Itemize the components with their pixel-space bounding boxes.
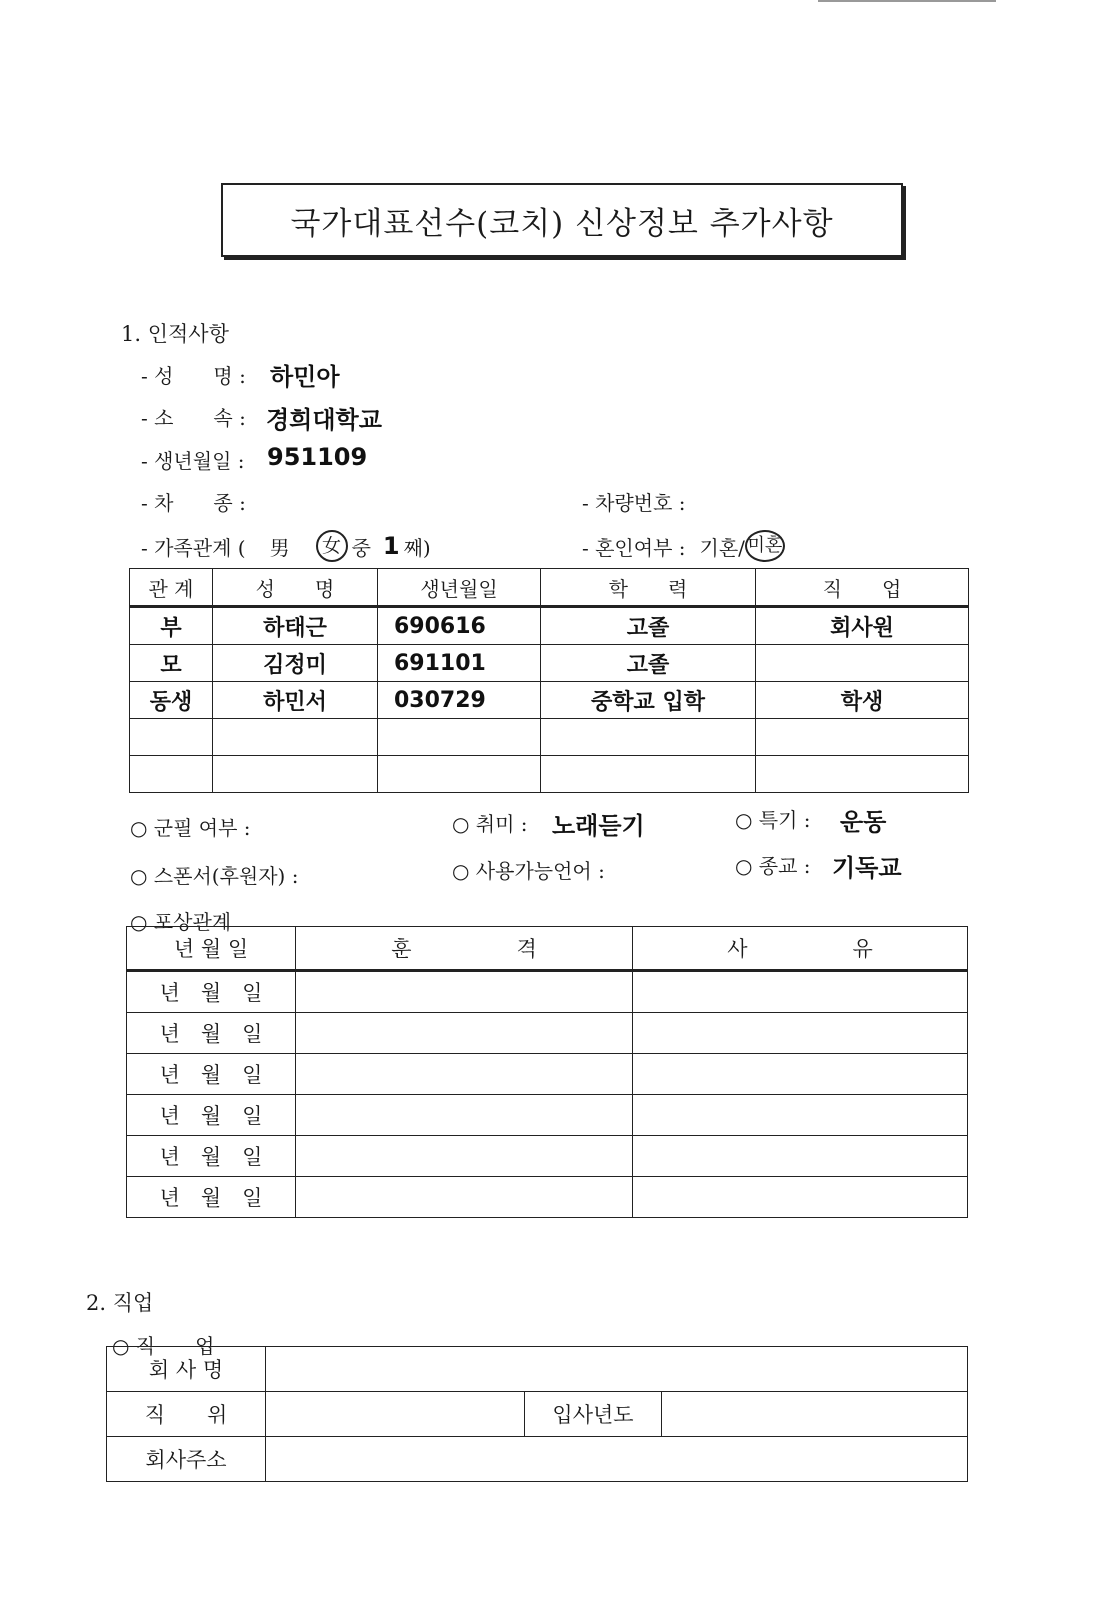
hobby-value[interactable]: 노래듣기 (552, 812, 645, 840)
cell-decoration-grade[interactable] (296, 1136, 633, 1177)
position-value[interactable] (266, 1392, 525, 1437)
cell-name[interactable]: 김정미 (213, 645, 378, 682)
col-education: 학 력 (541, 569, 756, 607)
table-row (127, 1013, 968, 1054)
religion-label: ○ 종교 : (735, 854, 811, 878)
cell-reason[interactable] (633, 1054, 968, 1095)
cell-reason[interactable] (633, 1177, 968, 1218)
talent-value[interactable]: 운동 (840, 808, 887, 836)
family-male[interactable]: 男 (269, 535, 290, 560)
position-label: 직 위 (107, 1392, 266, 1437)
col-decoration-grade: 훈 격 (296, 927, 633, 971)
section-1-heading: 1. 인적사항 (121, 322, 229, 346)
col-birthdate: 생년월일 (378, 569, 541, 607)
cell-decoration-grade[interactable] (296, 971, 633, 1013)
cell-education[interactable]: 중학교 입학 (541, 682, 756, 719)
table-row (130, 719, 969, 756)
section-2-heading: 2. 직업 (86, 1291, 154, 1315)
company-address-label: 회사주소 (107, 1437, 266, 1482)
cell-name[interactable] (213, 719, 378, 756)
col-date: 년 월 일 (127, 927, 296, 971)
family-mid: 중 (351, 535, 371, 560)
family-label: - 가족관계 ( (141, 535, 246, 560)
cell-relation[interactable]: 부 (130, 607, 213, 645)
cell-occupation[interactable]: 회사원 (756, 607, 969, 645)
cell-education[interactable] (541, 756, 756, 793)
table-row (127, 1054, 968, 1095)
cell-name[interactable]: 하태근 (213, 607, 378, 645)
marital-single-circled[interactable]: 미혼 (745, 530, 785, 562)
car-type-label: - 차 종 : (141, 491, 246, 515)
name-value[interactable]: 하민아 (270, 363, 340, 391)
cell-relation[interactable] (130, 719, 213, 756)
cell-education[interactable] (541, 719, 756, 756)
cell-birthdate[interactable] (378, 719, 541, 756)
birthdate-value[interactable]: 951109 (267, 443, 368, 471)
table-row (130, 607, 969, 645)
cell-education[interactable]: 고졸 (541, 607, 756, 645)
cell-date[interactable]: 년 월 일 (127, 971, 296, 1013)
cell-occupation[interactable] (756, 756, 969, 793)
top-edge-rule (818, 0, 996, 2)
join-year-label: 입사년도 (525, 1392, 662, 1437)
table-row (107, 1392, 968, 1437)
table-row (127, 1095, 968, 1136)
cell-reason[interactable] (633, 1136, 968, 1177)
religion-value[interactable]: 기독교 (832, 854, 902, 882)
cell-birthdate[interactable]: 690616 (378, 607, 541, 645)
cell-birthdate[interactable] (378, 756, 541, 793)
affiliation-value[interactable]: 경희대학교 (266, 406, 382, 434)
cell-date[interactable]: 년 월 일 (127, 1013, 296, 1054)
name-label: - 성 명 : (141, 364, 246, 388)
cell-education[interactable]: 고졸 (541, 645, 756, 682)
table-row (130, 756, 969, 793)
cell-reason[interactable] (633, 1095, 968, 1136)
language-label: ○ 사용가능언어 : (452, 859, 605, 883)
cell-decoration-grade[interactable] (296, 1095, 633, 1136)
table-row (127, 1136, 968, 1177)
cell-birthdate[interactable]: 030729 (378, 682, 541, 719)
cell-name[interactable]: 하민서 (213, 682, 378, 719)
family-table (129, 568, 969, 793)
cell-birthdate[interactable]: 691101 (378, 645, 541, 682)
col-reason: 사 유 (633, 927, 968, 971)
talent-label: ○ 특기 : (735, 808, 811, 832)
marital-line (582, 530, 785, 562)
cell-relation[interactable]: 모 (130, 645, 213, 682)
family-table-header (130, 569, 969, 607)
cell-occupation[interactable] (756, 645, 969, 682)
marital-married[interactable]: 기혼/ (699, 535, 745, 560)
cell-date[interactable]: 년 월 일 (127, 1095, 296, 1136)
cell-decoration-grade[interactable] (296, 1054, 633, 1095)
awards-label: ○ 포상관계 (130, 910, 232, 934)
awards-table (126, 926, 968, 1218)
table-row (107, 1347, 968, 1392)
family-relation-line (141, 530, 431, 562)
cell-occupation[interactable] (756, 719, 969, 756)
col-relation: 관 계 (130, 569, 213, 607)
cell-name[interactable] (213, 756, 378, 793)
table-row (127, 971, 968, 1013)
cell-relation[interactable]: 동생 (130, 682, 213, 719)
family-order-value[interactable]: 1 (382, 532, 400, 560)
awards-table-header (127, 927, 968, 971)
join-year-value[interactable] (662, 1392, 968, 1437)
cell-relation[interactable] (130, 756, 213, 793)
table-row (107, 1437, 968, 1482)
col-name: 성 명 (213, 569, 378, 607)
military-label: ○ 군필 여부 : (130, 816, 251, 840)
affiliation-label: - 소 속 : (141, 406, 246, 430)
col-occupation: 직 업 (756, 569, 969, 607)
cell-date[interactable]: 년 월 일 (127, 1054, 296, 1095)
company-name-value[interactable] (266, 1347, 968, 1392)
job-table (106, 1346, 968, 1482)
form-title: 국가대표선수(코치) 신상정보 추가사항 (221, 183, 903, 257)
cell-reason[interactable] (633, 971, 968, 1013)
cell-decoration-grade[interactable] (296, 1177, 633, 1218)
sponsor-label: ○ 스폰서(후원자) : (130, 864, 299, 888)
cell-date[interactable]: 년 월 일 (127, 1136, 296, 1177)
plate-number-label: - 차량번호 : (582, 491, 686, 515)
cell-reason[interactable] (633, 1013, 968, 1054)
job-label: ○ 직 업 (112, 1334, 215, 1358)
table-row (130, 682, 969, 719)
company-address-value[interactable] (266, 1437, 968, 1482)
company-name-label: 회 사 명 (107, 1347, 266, 1392)
cell-decoration-grade[interactable] (296, 1013, 633, 1054)
hobby-label: ○ 취미 : (452, 812, 528, 836)
birthdate-label: - 생년월일 : (141, 449, 245, 473)
family-end: 째) (403, 535, 431, 560)
table-row (130, 645, 969, 682)
cell-occupation[interactable]: 학생 (756, 682, 969, 719)
family-female-circled[interactable]: 女 (316, 530, 348, 562)
table-row (127, 1177, 968, 1218)
marital-label: - 혼인여부 : (582, 535, 686, 560)
cell-date[interactable]: 년 월 일 (127, 1177, 296, 1218)
